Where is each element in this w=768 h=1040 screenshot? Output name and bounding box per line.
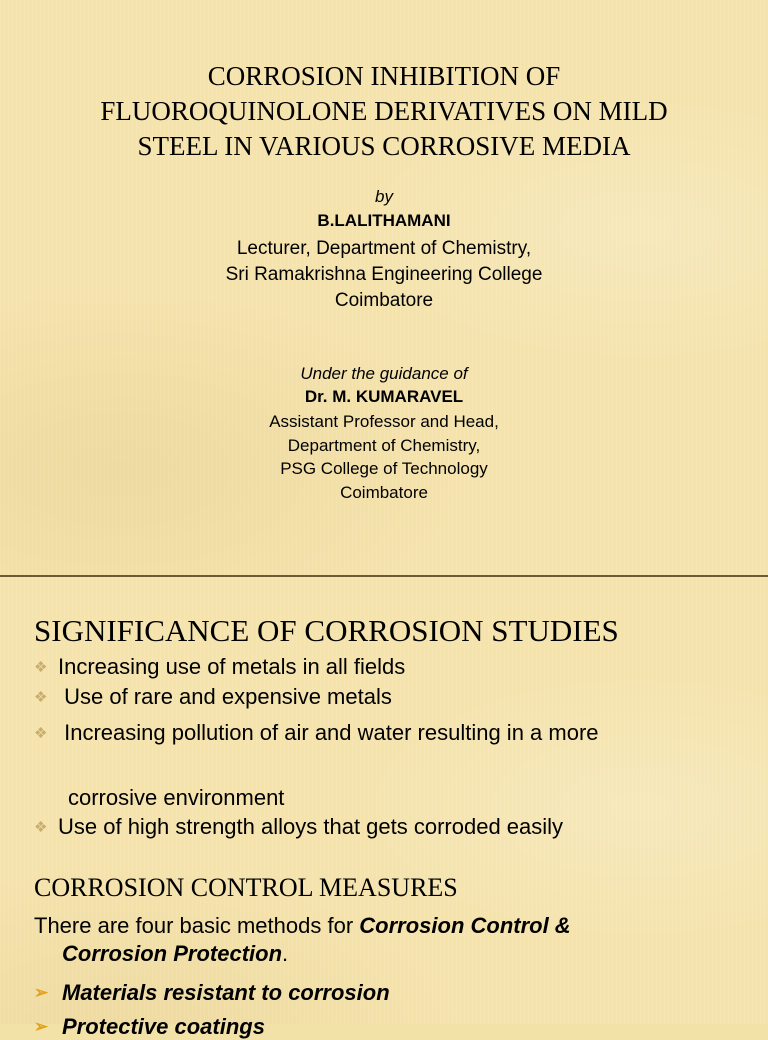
by-label: by bbox=[375, 187, 393, 206]
intro-emphasis: Corrosion Protection bbox=[62, 941, 283, 966]
author-affiliation bbox=[0, 236, 768, 314]
arrow-bullet-icon: ➢ bbox=[34, 983, 49, 1002]
author-name: B.LALITHAMANI bbox=[317, 211, 451, 230]
intro-emphasis: Corrosion Control & bbox=[359, 913, 571, 938]
list-item bbox=[34, 654, 405, 680]
list-item bbox=[34, 720, 599, 746]
diamond-bullet-icon: ❖ bbox=[34, 819, 48, 836]
list-item-text: Use of rare and expensive metals bbox=[58, 684, 392, 709]
list-item bbox=[34, 814, 563, 840]
diamond-bullet-icon: ❖ bbox=[34, 689, 48, 706]
affiliation-line: Coimbatore bbox=[340, 482, 428, 502]
section-subheading: CORROSION CONTROL MEASURES bbox=[34, 873, 458, 902]
guidance-label: Under the guidance of bbox=[300, 364, 468, 383]
method-text: Materials resistant to corrosion bbox=[62, 980, 390, 1005]
presentation-title bbox=[0, 59, 768, 164]
guide-name: Dr. M. KUMARAVEL bbox=[304, 387, 464, 406]
affiliation-line: Department of Chemistry, bbox=[287, 435, 481, 455]
list-item-text: Increasing pollution of air and water resulting in a more bbox=[58, 720, 599, 745]
intro-prefix: There are four basic methods for bbox=[34, 913, 360, 938]
arrow-bullet-icon: ➢ bbox=[34, 1017, 49, 1036]
method-text: Protective coatings bbox=[62, 1014, 265, 1039]
list-item-text: Use of high strength alloys that gets corroded easily bbox=[58, 814, 564, 839]
method-item bbox=[34, 1014, 265, 1040]
list-item-continuation: corrosive environment bbox=[68, 785, 285, 810]
guide-affiliation bbox=[0, 410, 768, 504]
slide-heading: SIGNIFICANCE OF CORROSION STUDIES bbox=[34, 613, 619, 648]
affiliation-line: PSG College of Technology bbox=[280, 459, 488, 478]
affiliation-line: Lecturer, Department of Chemistry, bbox=[236, 238, 532, 259]
title-line: CORROSION INHIBITION OF bbox=[207, 61, 561, 91]
affiliation-line: Sri Ramakrishna Engineering College bbox=[225, 264, 543, 285]
diamond-bullet-icon: ❖ bbox=[34, 659, 48, 676]
title-line: STEEL IN VARIOUS CORROSIVE MEDIA bbox=[137, 131, 631, 161]
list-item-text: Increasing use of metals in all fields bbox=[58, 654, 406, 679]
method-item bbox=[34, 980, 390, 1006]
diamond-bullet-icon: ❖ bbox=[34, 725, 48, 742]
intro-text-continued bbox=[62, 941, 288, 967]
affiliation-line: Assistant Professor and Head, bbox=[269, 412, 499, 431]
intro-text bbox=[34, 913, 571, 939]
list-item bbox=[34, 684, 392, 710]
title-line: FLUOROQUINOLONE DERIVATIVES ON MILD bbox=[100, 96, 668, 126]
intro-suffix: . bbox=[282, 941, 289, 966]
affiliation-line: Coimbatore bbox=[334, 290, 434, 311]
